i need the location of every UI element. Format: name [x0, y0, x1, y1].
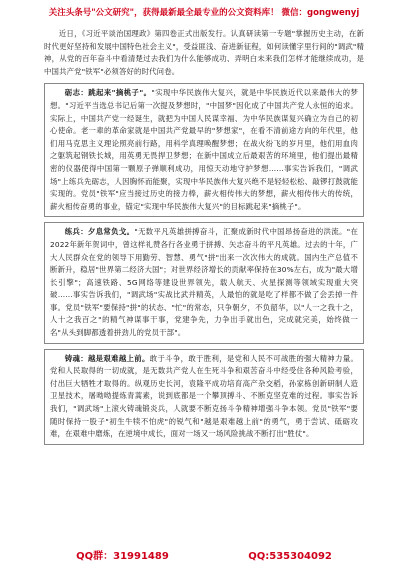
- article-content: [44, 28, 364, 449]
- section-lead-3: 铸魂：越是艰难越上前。: [64, 353, 150, 363]
- section-box-2: [44, 222, 364, 343]
- top-banner: 关注头条号"公文研究"，获得最新最全最专业的公文资料库！ 微信：gongwenyj: [48, 8, 360, 18]
- section-text-3: 敢于斗争，敢于胜利，是党和人民不可战胜的强大精神力量。党和人民取得的一切成就，是无数共产党人在生死斗争和艰苦奋斗中经受住各种风险考验，付出巨大牺牲才取得的。纵观历史长河，袁隆平成功培育高产杂交稻，孙家栋创新研制人造卫星技术，屠呦呦提炼青蒿素，说到底都是一个攀顶搏斗、不断克坚克难的过程。事实告诉我们，"调武场"上滚火铸魂锻炎兵，人就要不断克扬斗争精神增强斗争本领。党员"铁军"要随时保持一股子"初生牛犊不怕虎"的锐气和"越是艰难越上前"的勇气，勇于尝试、砥砺攻难，在艰难中磨炼，在逆境中成长，面对一场又一场风险挑战不断打出"胜仗"。: [50, 353, 359, 439]
- section-paragraph-3: [50, 353, 358, 441]
- section-lead-2: 练兵：夕息常负戈。: [64, 227, 135, 237]
- section-text-2: "无数平凡英雄拼搏奋斗，汇聚成新时代中国昂扬奋进的洪流。"在2022年新年贺词中，曾这样礼赞各行各业勇于拼搏、矢志奋斗的平凡英雄。过去的十年，广大人民群众在党的领导下用勤劳、智慧、勇气"拼"出来一次次伟大的成就。国内生产总值不断新升，稳居"世界第二经济大国"；对世界经济增长的贡献率保持在30%左右，成为"最大增长引擎"；高速铁路、5G网络等建设世界领先，载人航天、火星探测等领域实现重大突破……事实告诉我们，"调武场"实战比武并精英，人最怕的就是吃了样都不做了会丢掉一件事。党员"铁军"要保持"拼"的状态、"忙"的常态，只争朝夕，不负韶华，以"人一之我十之，人十之我百之"的精气神谋事干事，党建争先，力争出手就出色，完成就完美，始终做一名"从头到脚都透着拼劲儿的党员干部"。: [50, 227, 358, 338]
- section-lead-1: 砺志：跳起来"摘桃子"。: [64, 88, 152, 98]
- bottom-banner: [0, 547, 408, 562]
- section-box-3: [44, 349, 364, 445]
- section-paragraph-1: [50, 87, 358, 213]
- section-paragraph-2: [50, 226, 358, 339]
- qq-group: QQ群：31991489: [76, 551, 169, 562]
- section-box-1: [44, 83, 364, 217]
- intro-paragraph: 近日，《习近平谈治国理政》第四卷正式出版发行。认真研读第一专题"掌握历史主动，在新时代更好坚持和发展中国特色社会主义"，受益匪浅、奋进新征程，如何读懂字里行间的"调武"精神，从党的百年奋斗中看清楚过去我们为什么能够成功、弄明白未来我们怎样才能继续成功，是中国共产党"铁军"必须答好的时代问卷。: [44, 29, 364, 76]
- qq-number: QQ:535304092: [248, 551, 332, 562]
- section-text-1: "实现中华民族伟大复兴，就是中华民族近代以来最伟大的梦想。"习近平当选总书记后第一次提及梦想时，"中国梦"因化成了中国共产党人永恒的追求。实际上，中国共产党一经诞生，就把为中国人民谋幸福、为中华民族谋复兴确立为自己的初心使命。老一辈的革命家就是中国共产党最早的"梦想家"，在看不清前途方向的年代里，他们用马克思主义理论照亮前行路，用科学真理唤醒梦想；在战火纷飞的岁月里，他们用血肉之躯筑起钢铁长城，用英勇无畏捍卫梦想；在新中国成立后最艰苦的环境里，他们提出最精密的仪器使得中国第一颗原子弹顺利成功，用惊天动地守护梦想……事实告诉我们，"调武场"上练兵先砺志，人因胸怀而能聚，实现中华民族伟大复兴绝不是轻轻松松、敲锣打鼓就能实现的。党员"铁军"应当接过历史的接力棒，薪火相传伟大的梦想，薪火相传伟大的传统，薪火相传奋勇的事业，锚定"实现中华民族伟大复兴"的目标跳起来"摘桃子"。: [50, 88, 358, 211]
